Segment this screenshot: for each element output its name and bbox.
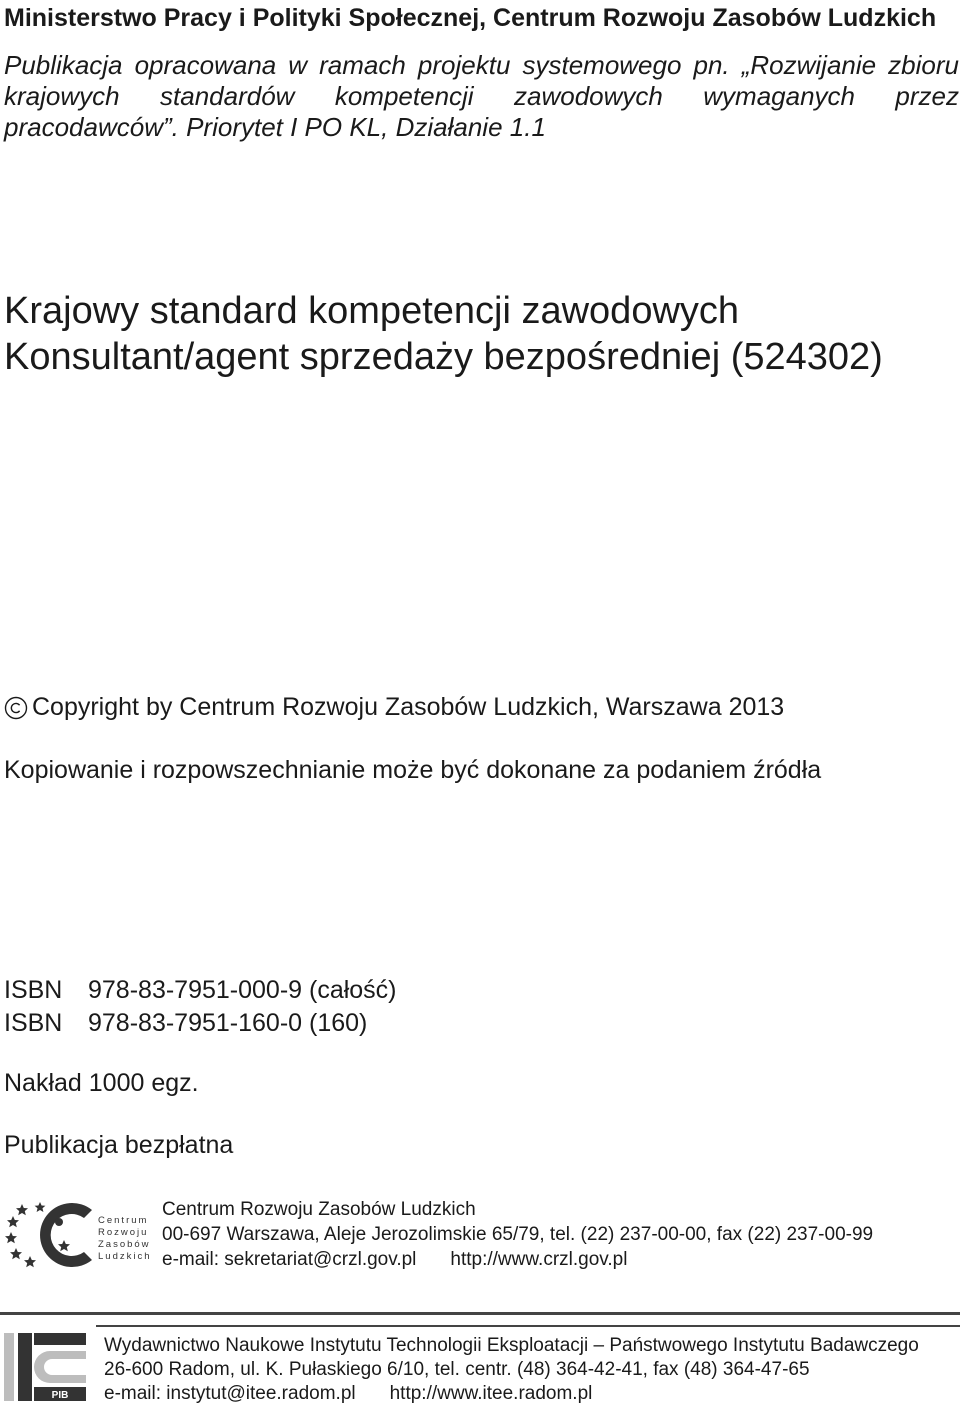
copying-note: Kopiowanie i rozpowszechnianie może być dokonane za podaniem źródła (4, 756, 822, 784)
itee-website: http://www.itee.radom.pl (389, 1383, 593, 1404)
isbn-row (4, 1009, 367, 1038)
footer-divider (0, 1312, 960, 1315)
standard-title-line-1: Krajowy standard kompetencji zawodowych (4, 290, 740, 332)
copyright-line (4, 693, 784, 722)
logo-c-shape (40, 1203, 92, 1267)
itee-contact (104, 1334, 919, 1406)
logo-star (24, 1256, 36, 1267)
footer-divider-secondary (96, 1325, 960, 1327)
logo-word: Rozwoju (98, 1227, 149, 1238)
logo-star (35, 1202, 46, 1212)
crzl-website: http://www.crzl.gov.pl (450, 1249, 628, 1270)
logo-star (5, 1232, 17, 1243)
copyright-icon (4, 696, 28, 720)
crzl-email: e-mail: sekretariat@crzl.gov.pl (162, 1249, 417, 1270)
isbn-label: ISBN (4, 1009, 63, 1037)
isbn-row (4, 976, 397, 1005)
crzl-address: 00-697 Warszawa, Aleje Jerozolimskie 65/79, tel. (22) 237-00-00, fax (22) 237-00-99 (162, 1224, 874, 1245)
itee-links (104, 1382, 919, 1406)
standard-title-line-2: Konsultant/agent sprzedaży bezpośredniej (524302) (4, 336, 883, 378)
logo-word: Centrum (98, 1215, 149, 1226)
itee-name: Wydawnictwo Naukowe Instytutu Technologii Eksploatacji – Państwowego Instytutu Badawczego (104, 1335, 919, 1356)
itee-email: e-mail: instytut@itee.radom.pl (104, 1383, 356, 1404)
print-run: Nakład 1000 egz. (4, 1069, 199, 1097)
standard-title (4, 288, 883, 380)
free-publication-note: Publikacja bezpłatna (4, 1131, 234, 1159)
isbn-label: ISBN (4, 976, 63, 1004)
logo-word: Zasobów (98, 1239, 151, 1250)
logo-star (7, 1216, 19, 1227)
crzl-contact (162, 1197, 873, 1272)
crzl-logo (4, 1196, 154, 1272)
logo-word: Ludzkich (98, 1251, 152, 1262)
ministry-heading: Ministerstwo Pracy i Polityki Społecznej, Centrum Rozwoju Zasobów Ludzkich (4, 4, 937, 32)
crzl-links (162, 1247, 873, 1272)
logo-star (58, 1240, 70, 1251)
logo-star (16, 1204, 28, 1215)
itee-address: 26-600 Radom, ul. K. Pułaskiego 6/10, tel. centr. (48) 364-42-41, fax (48) 364-47-65 (104, 1359, 810, 1380)
logo-star (10, 1248, 22, 1259)
isbn-value: 978-83-7951-160-0 (160) (88, 1009, 368, 1037)
itee-logo-text: PIB (51, 1390, 69, 1401)
publication-note: Publikacja opracowana w ramach projektu systemowego pn. „Rozwijanie zbioru krajowych standardów kompetencji zawodowych wymaganych przez pracodawców”. Priorytet I PO KL, Działanie 1.1 (4, 50, 959, 142)
itee-logo (2, 1331, 88, 1403)
crzl-name: Centrum Rozwoju Zasobów Ludzkich (162, 1199, 476, 1220)
copyright-text: Copyright by Centrum Rozwoju Zasobów Ludzkich, Warszawa 2013 (32, 693, 785, 721)
isbn-value: 978-83-7951-000-9 (całość) (88, 976, 397, 1004)
